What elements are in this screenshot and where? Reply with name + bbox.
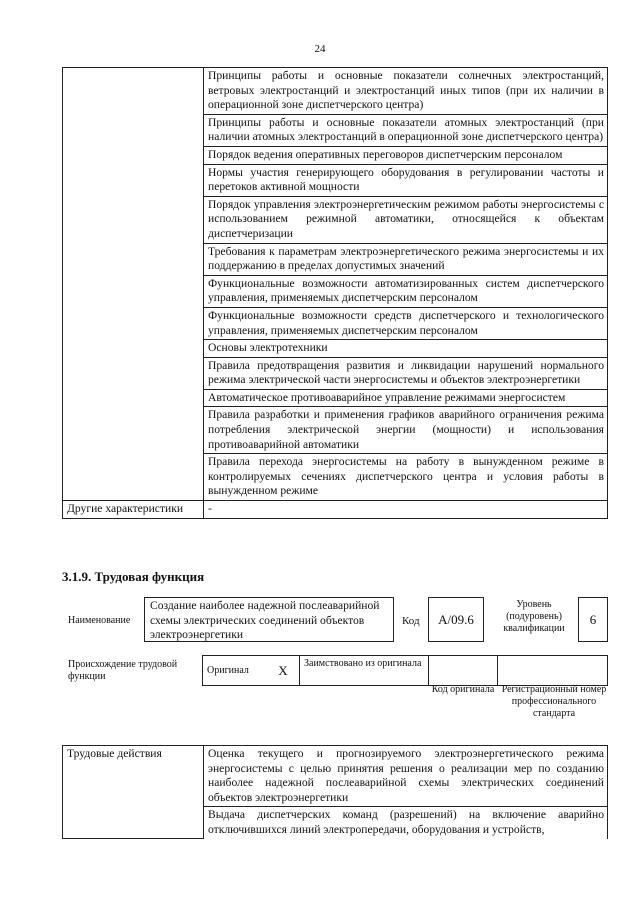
requirement-item: Требования к параметрам электроэнергетического режима энергосистемы и их поддержанию в пределах допустимых значений xyxy=(204,243,608,275)
requirement-item: Порядок управления электроэнергетическим режимом работы энергосистемы с использованием режимной автоматики, относящейся к объектам диспетчеризации xyxy=(204,196,608,243)
original-mark-cell xyxy=(267,656,300,686)
labor-actions-table xyxy=(62,745,608,839)
requirement-item: Принципы работы и основные показатели атомных электростанций (при наличии атомных электростанций в операционной зоне диспетчерского центра) xyxy=(204,114,608,146)
other-characteristics-label: Другие характеристики xyxy=(63,501,204,519)
borrowed-label-cell xyxy=(300,656,429,686)
other-characteristics-value: - xyxy=(204,501,608,519)
table-row xyxy=(203,656,608,686)
requirement-item: Автоматическое противоаварийное управление режимами энергосистем xyxy=(204,389,608,407)
name-label: Наименование xyxy=(68,615,131,626)
code-value-box: А/09.6 xyxy=(428,597,484,642)
level-value-box: 6 xyxy=(578,597,608,642)
labor-actions-label: Трудовые действия xyxy=(63,746,204,839)
requirement-item: Правила разработки и применения графиков аварийного ограничения режима потребления электрической энергии (мощности) и использования противоаварийной автоматики xyxy=(204,407,608,454)
page-number: 24 xyxy=(314,43,326,55)
knowledge-requirements-table xyxy=(62,67,608,519)
table-row xyxy=(63,68,608,115)
requirement-item: Функциональные возможности средств диспетчерского и технологического управления, применяемых диспетчерским персоналом xyxy=(204,307,608,339)
requirement-item: Нормы участия генерирующего оборудования в регулировании частоты и перетоков активной мощности xyxy=(204,164,608,196)
requirement-item: Функциональные возможности автоматизированных систем диспетчерского управления, применяемых диспетчерским персоналом xyxy=(204,275,608,307)
action-item: Оценка текущего и прогнозируемого электроэнергетического режима энергосистемы с целью принятия решения о реализации мер по созданию наиболее надежной послеаварийной схемы электрических соединений объектов электроэнергетики xyxy=(204,746,608,807)
original-mark: X xyxy=(278,663,288,678)
table-row xyxy=(63,501,608,519)
original-label: Оригинал xyxy=(207,665,249,676)
section-heading: 3.1.9. Трудовая функция xyxy=(62,569,205,584)
requirement-item: Принципы работы и основные показатели солнечных электростанций, ветровых электростанций и электростанций иных типов (при их наличии в операционной зоне диспетчерского центра) xyxy=(204,68,608,115)
requirement-item: Правила предотвращения развития и ликвидации нарушений нормального режима электрической части энергосистемы и объектов электроэнергетики xyxy=(204,357,608,389)
code-original-label: Код оригинала xyxy=(431,684,495,695)
borrowed-label: Заимствовано из оригинала xyxy=(304,658,422,669)
origin-label: Происхождение трудовой функции xyxy=(68,659,178,682)
code-original-cell xyxy=(429,656,498,686)
origin-table xyxy=(202,655,608,686)
function-name-box: Создание наиболее надежной послеаварийной схемы электрических соединений объектов электроэнергетики xyxy=(144,597,394,642)
table-row xyxy=(63,746,608,807)
original-label-cell xyxy=(203,656,268,686)
requirement-item: Основы электротехники xyxy=(204,340,608,358)
level-label: Уровень (подуровень) квалификации xyxy=(503,599,565,634)
reg-number-label: Регистрационный номер профессионального стандарта xyxy=(501,684,607,719)
code-label: Код xyxy=(402,615,420,627)
empty-label-cell xyxy=(63,68,204,501)
requirement-item: Правила перехода энергосистемы на работу в вынужденном режиме в контролируемых сечениях диспетчерского центра и условия работы в вынужденном режиме xyxy=(204,454,608,501)
action-item: Выдача диспетчерских команд (разрешений) на включение аварийно отключившихся линий электропередачи, оборудования и устройств, xyxy=(204,807,608,839)
reg-number-cell xyxy=(498,656,608,686)
requirement-item: Порядок ведения оперативных переговоров диспетчерским персоналом xyxy=(204,146,608,164)
